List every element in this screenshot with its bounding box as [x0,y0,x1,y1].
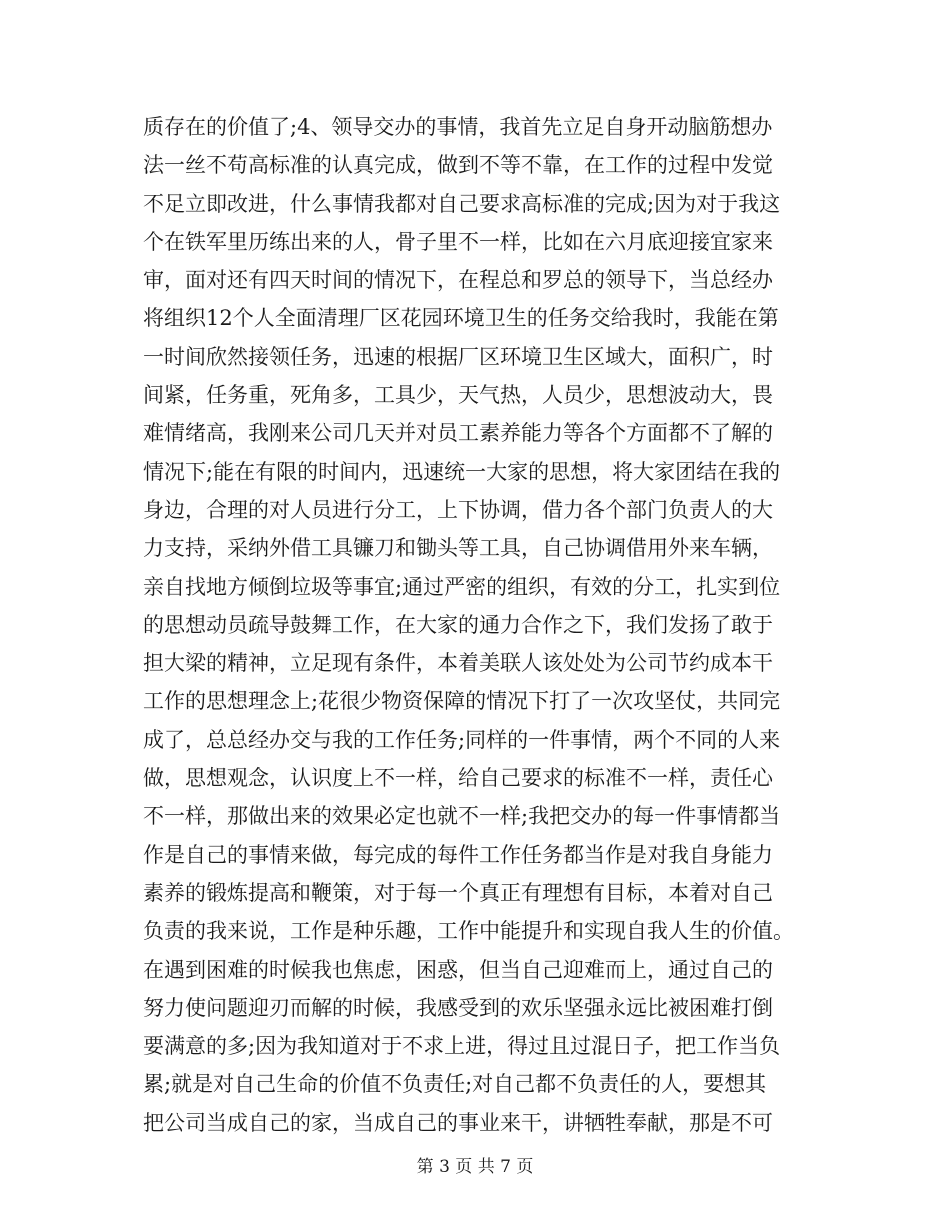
text-line: 不一样，那做出来的效果必定也就不一样;我把交办的每一件事情都当 [143,804,781,829]
text-line: 要满意的多;因为我知道对于不求上进，得过且过混日子，把工作当负 [143,1034,781,1059]
text-line: 素养的锻炼提高和鞭策，对于每一个真正有理想有目标，本着对自己 [143,880,773,905]
text-line: 情况下;能在有限的时间内，迅速统一大家的思想，将大家团结在我的 [143,459,781,484]
text-line: 亲自找地方倾倒垃圾等事宜;通过严密的组织，有效的分工，扎实到位 [143,574,781,599]
text-line: 身边，合理的对人员进行分工，上下协调，借力各个部门负责人的大 [143,497,773,522]
text-line: 成了，总总经办交与我的工作任务;同样的一件事情，两个不同的人来 [143,727,781,752]
text-line: 质存在的价值了;4、领导交办的事情，我首先立足自身开动脑筋想办 [143,115,773,139]
text-line: 间紧，任务重，死角多，工具少，天气热，人员少，思想波动大，畏 [143,383,773,408]
text-line: 难情绪高，我刚来公司几天并对员工素养能力等各个方面都不了解的 [143,421,773,446]
text-line: 累;就是对自己生命的价值不负责任;对自己都不负责任的人，要想其 [143,1072,767,1097]
text-line: 作是自己的事情来做，每完成的每件工作任务都当作是对我自身能力 [143,842,773,867]
text-line: 将组织12个人全面清理厂区花园环境卫生的任务交给我时，我能在第 [143,306,779,331]
page-number-footer: 第 3 页 共 7 页 [416,1157,534,1177]
text-line: 审，面对还有四天时间的情况下，在程总和罗总的领导下，当总经办 [143,268,773,293]
text-line: 力支持，采纳外借工具镰刀和锄头等工具，自己协调借用外来车辆， [143,536,773,561]
text-line: 把公司当成自己的家，当成自己的事业来干，讲牺牲奉献，那是不可 [143,1110,773,1135]
text-line: 个在铁军里历练出来的人，骨子里不一样，比如在六月底迎接宜家来 [143,229,773,254]
text-line: 一时间欣然接领任务，迅速的根据厂区环境卫生区域大，面积广，时 [143,344,773,369]
text-line: 担大梁的精神，立足现有条件，本着美联人该处处为公司节约成本干 [143,651,773,676]
text-line: 负责的我来说，工作是种乐趣，工作中能提升和实现自我人生的价值。 [143,919,794,944]
text-line: 工作的思想理念上;花很少物资保障的情况下打了一次攻坚仗，共同完 [143,689,781,714]
text-line: 做，思想观念，认识度上不一样，给自己要求的标准不一样，责任心 [143,766,773,791]
text-line: 不足立即改进，什么事情我都对自己要求高标准的完成;因为对于我这 [143,191,781,216]
text-line: 努力使问题迎刃而解的时候，我感受到的欢乐坚强永远比被困难打倒 [143,995,773,1020]
text-line: 在遇到困难的时候我也焦虑，困惑，但当自己迎难而上，通过自己的 [143,957,773,982]
text-line: 法一丝不苟高标准的认真完成，做到不等不靠，在工作的过程中发觉 [143,153,773,178]
text-line: 的思想动员疏导鼓舞工作，在大家的通力合作之下，我们发扬了敢于 [143,612,773,637]
body-text [143,108,823,1142]
